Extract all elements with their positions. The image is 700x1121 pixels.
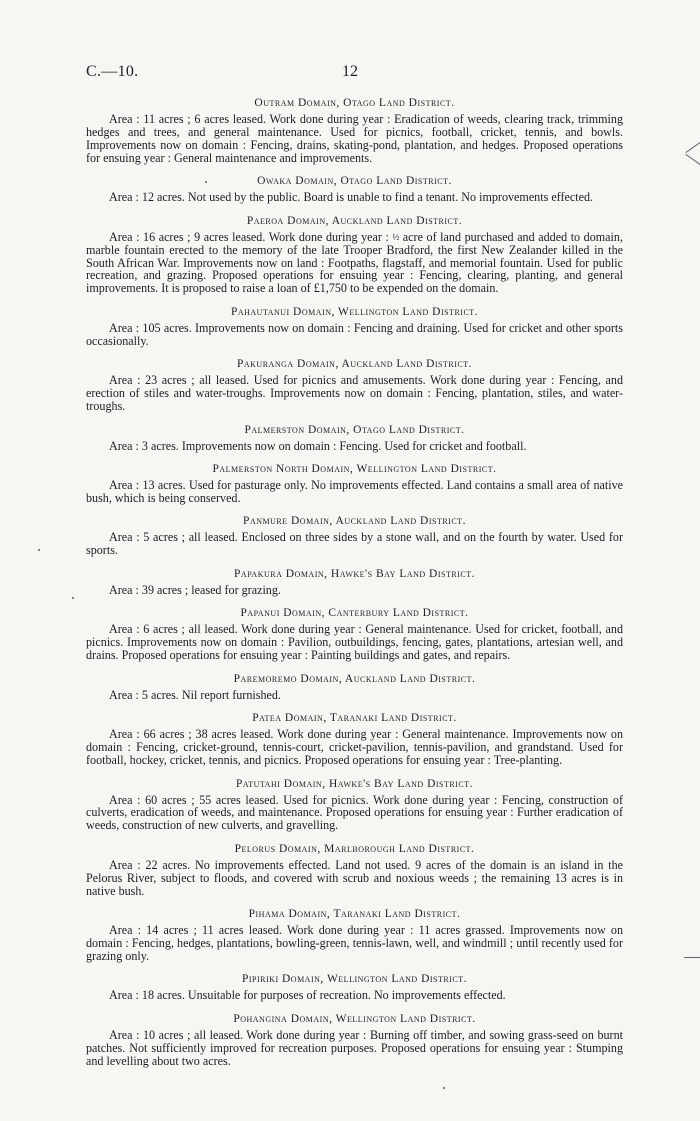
domain-description: Area : 39 acres ; leased for grazing. (109, 582, 281, 597)
margin-mark (205, 181, 207, 183)
domain-description (86, 231, 623, 296)
domain-entry (86, 907, 623, 963)
domain-title: Patutahi Domain, Hawke's Bay Land District. (235, 777, 473, 790)
margin-mark (684, 957, 700, 958)
description-part: Area : 16 acres ; 9 acres leased. Work done during year : (109, 229, 393, 244)
domain-entry (86, 606, 623, 662)
domain-description: Area : 5 acres ; all leased. Enclosed on three sides by a stone wall, and on the fourth by water. Used for sports. (86, 530, 623, 558)
domain-title: Paremoremo Domain, Auckland Land District. (233, 672, 476, 685)
domain-title: Pihama Domain, Taranaki Land District. (248, 908, 461, 921)
page-header (86, 63, 626, 83)
domain-title: Papanui Domain, Canterbury Land District. (240, 607, 469, 620)
fraction: ½ (392, 231, 400, 242)
domain-description: Area : 22 acres. No improvements effected. Land not used. 9 acres of the domain is an island in the Pelorus River, subject to floods, and covered with scrub and noxious weeds ; the remaining 13 acres is in native bush. (86, 857, 623, 898)
margin-mark (72, 597, 74, 599)
domain-title: Papakura Domain, Hawke's Bay Land District. (234, 567, 475, 580)
domain-title: Pahautanui Domain, Wellington Land District. (230, 305, 479, 318)
domain-entry (86, 305, 623, 348)
domain-entry (86, 672, 623, 702)
domain-entry (86, 96, 623, 165)
domain-title: Pakuranga Domain, Auckland Land District. (236, 358, 472, 371)
domain-description: Area : 14 acres ; 11 acres leased. Work done during year : 11 acres grassed. Improvements now on domain : Fencing, hedges, plantations, bowling-green, tennis-lawn, well, and windmill ; until recently used for grazing only. (86, 923, 623, 963)
domain-title: Paeroa Domain, Auckland Land District. (246, 214, 463, 227)
domain-entry (86, 423, 623, 453)
margin-mark (685, 142, 700, 153)
domain-title: Owaka Domain, Otago Land District. (257, 175, 452, 188)
domain-entry (86, 357, 623, 413)
domain-entry (86, 711, 623, 767)
domain-description: Area : 3 acres. Improvements now on domain : Fencing. Used for cricket and football. (109, 438, 527, 453)
domain-title: Panmure Domain, Auckland Land District. (243, 515, 466, 528)
domain-title: Pipiriki Domain, Wellington Land District. (242, 973, 467, 986)
domain-title: Palmerston North Domain, Wellington Land District. (212, 463, 497, 476)
domain-title: Pohangina Domain, Wellington Land District. (233, 1012, 476, 1025)
domain-entry (86, 777, 623, 833)
margin-mark (38, 549, 40, 551)
domain-entry (86, 462, 623, 505)
margin-mark (685, 154, 700, 165)
domain-description: Area : 66 acres ; 38 acres leased. Work done during year : General maintenance. Improvements now on domain : Fencing, cricket-ground, tennis-court, cricket-pavilion, tennis-pavilion, and grandstand. Used for football, hockey, cricket, tennis, and picnics. Proposed operations for ensuing year : Tree-planting. (86, 727, 623, 767)
domain-entry (86, 972, 623, 1002)
domain-description: Area : 11 acres ; 6 acres leased. Work done during year : Eradication of weeds, clearing track, trimming hedges and trees, and general maintenance. Used for picnics, football, cricket, tennis, and bowls. Improvements now on domain : Fencing, drains, skating-pond, plantation, and hedges. Proposed operations for ensuing year : General maintenance and improvements. (86, 112, 623, 165)
domain-entry (86, 842, 623, 898)
domain-description: Area : 23 acres ; all leased. Used for picnics and amusements. Work done during year : Fencing, and erection of stiles and water-troughs. Improvements now on domain : Fencing, plantation, stiles, and water-troughs. (86, 373, 623, 414)
domain-entry (86, 567, 623, 597)
domain-entry (86, 1012, 623, 1068)
margin-mark (443, 1087, 445, 1089)
domain-description: Area : 10 acres ; all leased. Work done during year : Burning off timber, and sowing grass-seed on burnt patches. Not sufficiently improved for recreation purposes. Proposed operations for ensuing year : Stumping and levelling about two acres. (86, 1027, 623, 1068)
domain-title: Outram Domain, Otago Land District. (254, 97, 455, 109)
domain-description: Area : 6 acres ; all leased. Work done during year : General maintenance. Used for cricket, football, and picnics. Improvements now on domain : Pavilion, outbuildings, fencing, gates, plantations, artesian well, and drains. Proposed operations for ensuing year : Painting buildings and gates, and repairs. (86, 622, 623, 663)
domain-title: Palmerston Domain, Otago Land District. (244, 423, 465, 436)
domain-description: Area : 5 acres. Nil report furnished. (109, 687, 281, 702)
domain-title: Patea Domain, Taranaki Land District. (252, 712, 457, 725)
domain-entry (86, 174, 623, 204)
domain-description: Area : 18 acres. Unsuitable for purposes of recreation. No improvements effected. (109, 988, 506, 1003)
description-part: acre of land purchased and added to domain, marble fountain erected to the memory of the late Trooper Bradford, the first New Zealander killed in the South African War. Improvements now on land : Footpaths, flagstaff, and memorial fountain. Used for public recreation, and grazing. Proposed operations for ensuing year : Fencing, clearing, planting, and general improvements. It is proposed to raise a loan of £1,750 to be expended on the domain. (86, 229, 623, 296)
domain-description: Area : 12 acres. Not used by the public. Board is unable to find a tenant. No improvements effected. (109, 190, 594, 205)
domain-entry (86, 514, 623, 557)
domain-entry (86, 214, 623, 296)
domain-description: Area : 13 acres. Used for pasturage only. No improvements effected. Land contains a small area of native bush, which is being conserved. (86, 478, 623, 505)
page-number: 12 (342, 63, 358, 80)
document-reference: C.—10. (86, 63, 139, 80)
domain-description: Area : 105 acres. Improvements now on domain : Fencing and draining. Used for cricket and other sports occasionally. (86, 320, 623, 348)
domain-report-list (86, 96, 623, 1077)
domain-description: Area : 60 acres ; 55 acres leased. Used for picnics. Work done during year : Fencing, construction of culverts, eradication of weeds, and maintenance. Proposed operations for ensuing year : Further eradication of weeds, construction of new culverts, and gravelling. (86, 792, 623, 833)
domain-title: Pelorus Domain, Marlborough Land District. (234, 842, 475, 855)
